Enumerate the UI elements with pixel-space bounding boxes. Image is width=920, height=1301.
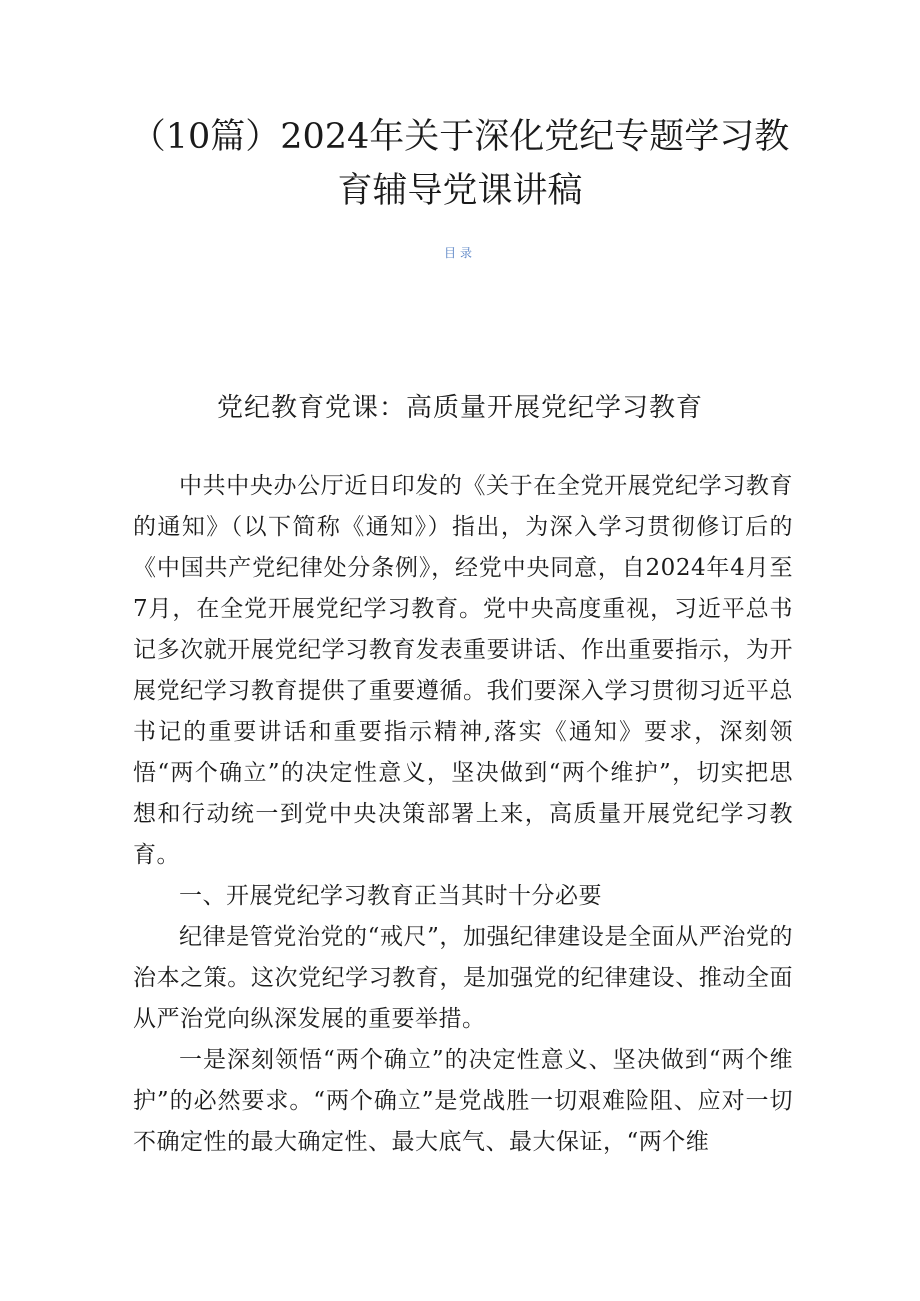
paragraph-intro: 中共中央办公厅近日印发的《关于在全党开展党纪学习教育的通知》（以下简称《通知》）指出，为深入学习贯彻修订后的《中国共产党纪律处分条例》，经党中央同意，自2024年4月至7月，在全党开展党纪学习教育。党中央高度重视，习近平总书记多次就开展党纪学习教育发表重要讲话、作出重要指示，为开展党纪学习教育提供了重要遵循。我们要深入学习贯彻习近平总书记的重要讲话和重要指示精神,落实《通知》要求，深刻领悟“两个确立”的决定性意义，坚决做到“两个维护”，切实把思想和行动统一到党中央决策部署上来，高质量开展党纪学习教育。 (133, 473, 793, 868)
table-of-contents-link[interactable]: 目录 (443, 246, 476, 260)
paragraph-heading-1: 一、开展党纪学习教育正当其时十分必要 (179, 883, 602, 909)
section-title: 党纪教育党课：高质量开展党纪学习教育 (216, 393, 703, 423)
document-title-line-2: 育辅导党课讲稿 (337, 171, 583, 211)
paragraph-point-1: 一是深刻领悟“两个确立”的决定性意义、坚决做到“两个维护”的必然要求。“两个确立”是党战胜一切艰难险阻、应对一切不确定性的最大确定性、最大底气、最大保证，“两个维 (133, 1047, 793, 1155)
body-text (133, 466, 793, 1163)
paragraph-discipline: 纪律是管党治党的“戒尺”，加强纪律建设是全面从严治党的治本之策。这次党纪学习教育，是加强党的纪律建设、推动全面从严治党向纵深发展的重要举措。 (133, 924, 793, 1032)
document-title-line-1: （10篇）2024年关于深化党纪专题学习教 (130, 117, 790, 157)
